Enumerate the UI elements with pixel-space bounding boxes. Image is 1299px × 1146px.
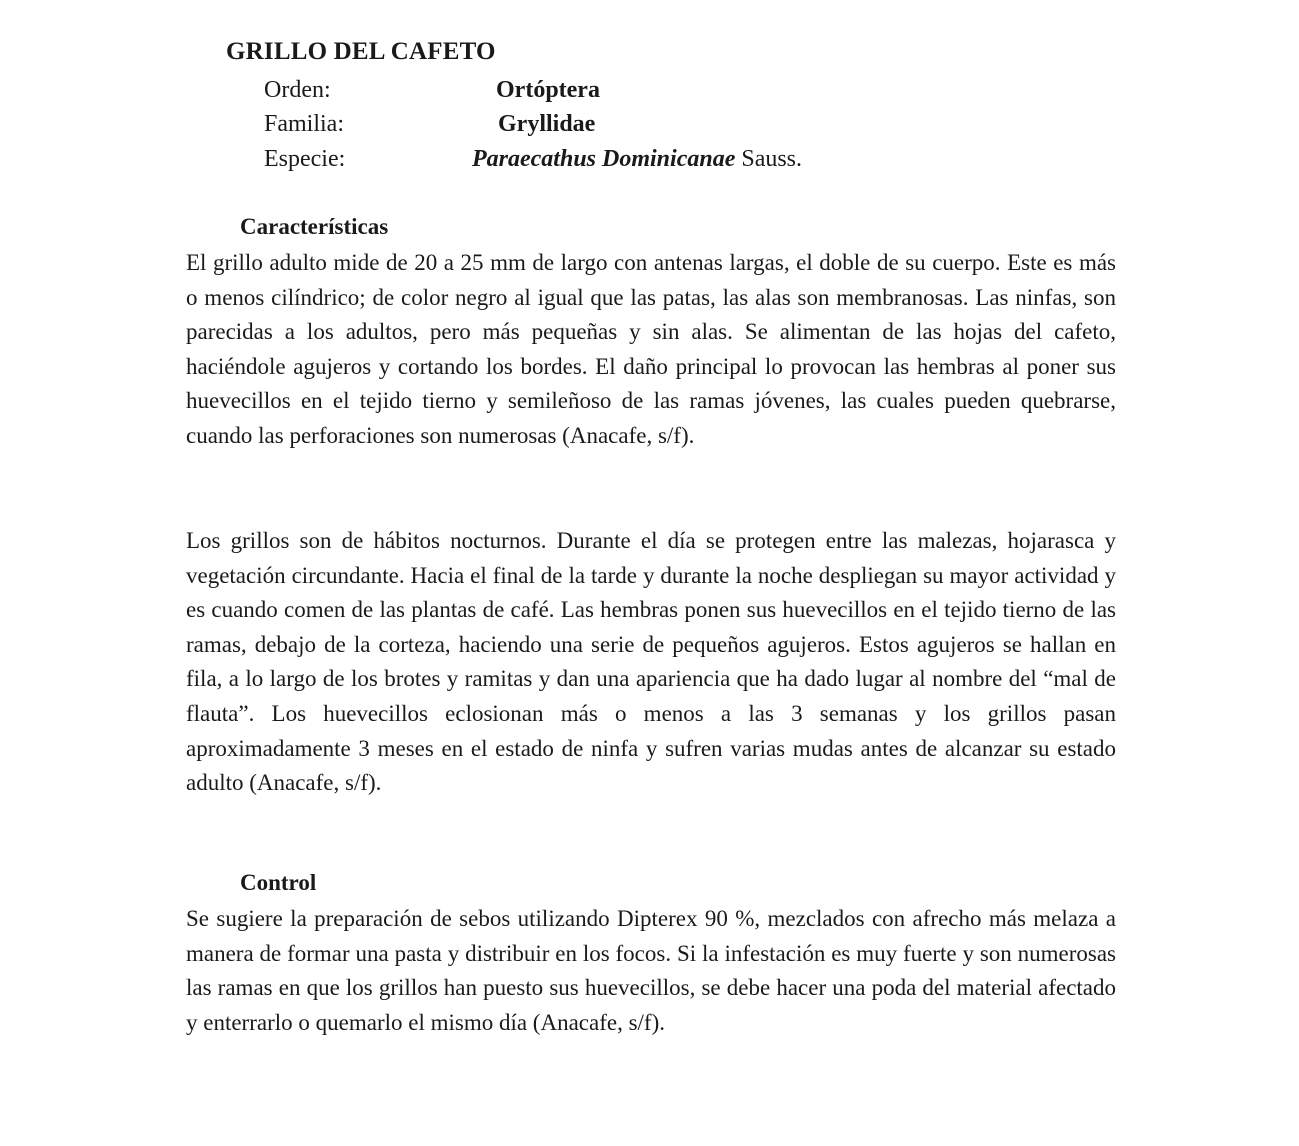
species-author: Sauss. [741, 146, 803, 172]
species-scientific-name: Paraecathus Dominicanae [472, 146, 736, 172]
species-label: Especie: [264, 146, 346, 172]
control-heading: Control [240, 870, 317, 895]
species-value [472, 143, 802, 175]
document-title: GRILLO DEL CAFETO [226, 38, 496, 65]
control-paragraph: Se sugiere la preparación de sebos utilizando Dipterex 90 %, mezclados con afrecho más melaza a manera de formar una pasta y distribuir en los focos. Si la infestación es muy fuerte y son numerosas las ramas en que los grillos han puesto sus huevecillos, se debe hacer una poda del material afectado y enterrarlo o quemarlo el mismo día (Anacafe, s/f). [186, 906, 1116, 1035]
order-label: Orden: [264, 77, 331, 103]
family-value: Gryllidae [498, 111, 596, 137]
characteristics-paragraph-2: Los grillos son de hábitos nocturnos. Durante el día se protegen entre las malezas, hojarasca y vegetación circundante. Hacia el final de la tarde y durante la noche despliegan su mayor actividad y es cuando comen de las plantas de café. Las hembras ponen sus huevecillos en el tejido tierno de las ramas, debajo de la corteza, haciendo una serie de pequeños agujeros. Estos agujeros se hallan en fila, a lo largo de los brotes y ramitas y dan una apariencia que ha dado lugar al nombre del “mal de flauta”. Los huevecillos eclosionan más o menos a las 3 semanas y los grillos pasan aproximadamente 3 meses en el estado de ninfa y sufren varias mudas antes de alcanzar su estado adulto (Anacafe, s/f). [186, 528, 1116, 796]
family-label: Familia: [264, 111, 344, 137]
order-value: Ortóptera [496, 77, 600, 103]
taxonomy-row-order [264, 74, 964, 106]
taxonomy-row-family [264, 108, 964, 140]
characteristics-heading: Características [240, 214, 389, 239]
taxonomy-row-species [264, 143, 964, 175]
characteristics-paragraph-1: El grillo adulto mide de 20 a 25 mm de largo con antenas largas, el doble de su cuerpo. Este es más o menos cilíndrico; de color negro al igual que las patas, las alas son membranosas. Las ninfas, son parecidas a los adultos, pero más pequeñas y sin alas. Se alimentan de las hojas del cafeto, haciéndole agujeros y cortando los bordes. El daño principal lo provocan las hembras al poner sus huevecillos en el tejido tierno y semileñoso de las ramas jóvenes, las cuales pueden quebrarse, cuando las perforaciones son numerosas (Anacafe, s/f). [186, 250, 1116, 448]
